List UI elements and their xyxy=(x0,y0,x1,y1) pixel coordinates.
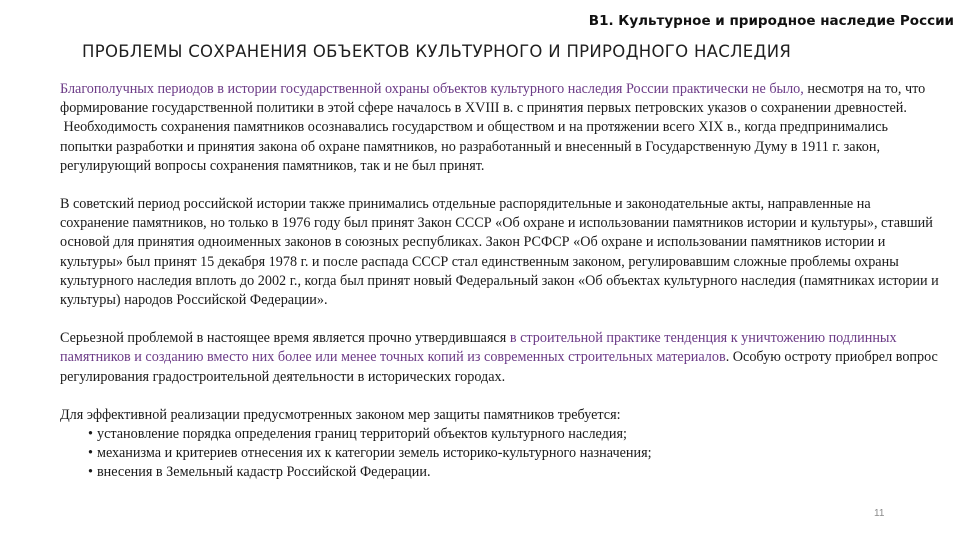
list-item xyxy=(88,463,940,482)
paragraph-1-rest: несмотря на то, что формирование государственной политики в этой сфере началось в XVIII в. с принятия первых петровских указов о сохранении древностей. xyxy=(60,81,926,117)
paragraph-1-highlight: Благополучных периодов в истории государственной охраны объектов культурного наследия России практически не было, xyxy=(60,81,804,97)
spacer xyxy=(60,387,940,406)
list-item-text: установление порядка определения границ территорий объектов культурного наследия; xyxy=(96,426,627,443)
list-item xyxy=(88,444,940,463)
paragraph-4-start: Серьезной проблемой в настоящее время является прочно утвердившаяся xyxy=(60,330,510,347)
bullet-icon: • xyxy=(88,445,93,462)
paragraph-5-intro: Для эффективной реализации предусмотренных законом мер защиты памятников требуется: xyxy=(60,406,621,423)
bullet-icon: • xyxy=(88,426,93,443)
paragraph-4 xyxy=(60,329,940,387)
spacer xyxy=(60,176,940,195)
paragraph-2: Необходимость сохранения памятников осознавались государством и обществом и на протяжении всего XIX в., когда предпринимались попытки разработки и принятия закона об охране памятников, но разработанный и внесенный в Государственную Думу в 1911 г. закон, регулирующий вопросы сохранения памятников, так и не был принят. xyxy=(60,119,892,174)
paragraph-4-highlight: в строительной практике тенденция к уничтожению подлинных памятников и созданию вместо них более или менее точных копий из современных строительных материалов xyxy=(60,330,897,366)
paragraph-1 xyxy=(60,80,940,118)
bullet-icon: • xyxy=(88,464,93,481)
body-text xyxy=(60,80,940,483)
requirements-list xyxy=(60,425,940,483)
page-number: 11 xyxy=(874,508,885,519)
paragraph-4-end: . Особую остроту приобрел вопрос регулирования градостроительной деятельности в исторических городах. xyxy=(60,349,938,385)
paragraph-3: В советский период российской истории также принимались отдельные распорядительные и законодательные акты, направленные на сохранение памятников, но только в 1976 году был принят Закон СССР «Об охране и использовании памятников истории и культуры», ставший основой для принятия одноименных законов в союзных республиках. Закон РСФСР «Об охране и использовании памятников истории и культуры» был принят 15 декабря 1978 г. и после распада СССР стал единственным законом, регулировавшим сложные проблемы охраны культурного наследия вплоть до 2002 г., когда был принят новый Федеральный закон «Об объектах культурного наследия (памятниках истории и культуры) народов Российской Федерации». xyxy=(60,196,939,309)
section-title: В1. Культурное и природное наследие России xyxy=(588,13,954,29)
list-item-text: механизма и критериев отнесения их к категории земель историко-культурного назначения; xyxy=(96,445,652,462)
list-item xyxy=(88,425,940,444)
list-item-text: внесения в Земельный кадастр Российской Федерации. xyxy=(96,464,431,481)
slide-title: ПРОБЛЕМЫ СОХРАНЕНИЯ ОБЪЕКТОВ КУЛЬТУРНОГО И ПРИРОДНОГО НАСЛЕДИЯ xyxy=(82,42,792,61)
spacer xyxy=(60,310,940,329)
